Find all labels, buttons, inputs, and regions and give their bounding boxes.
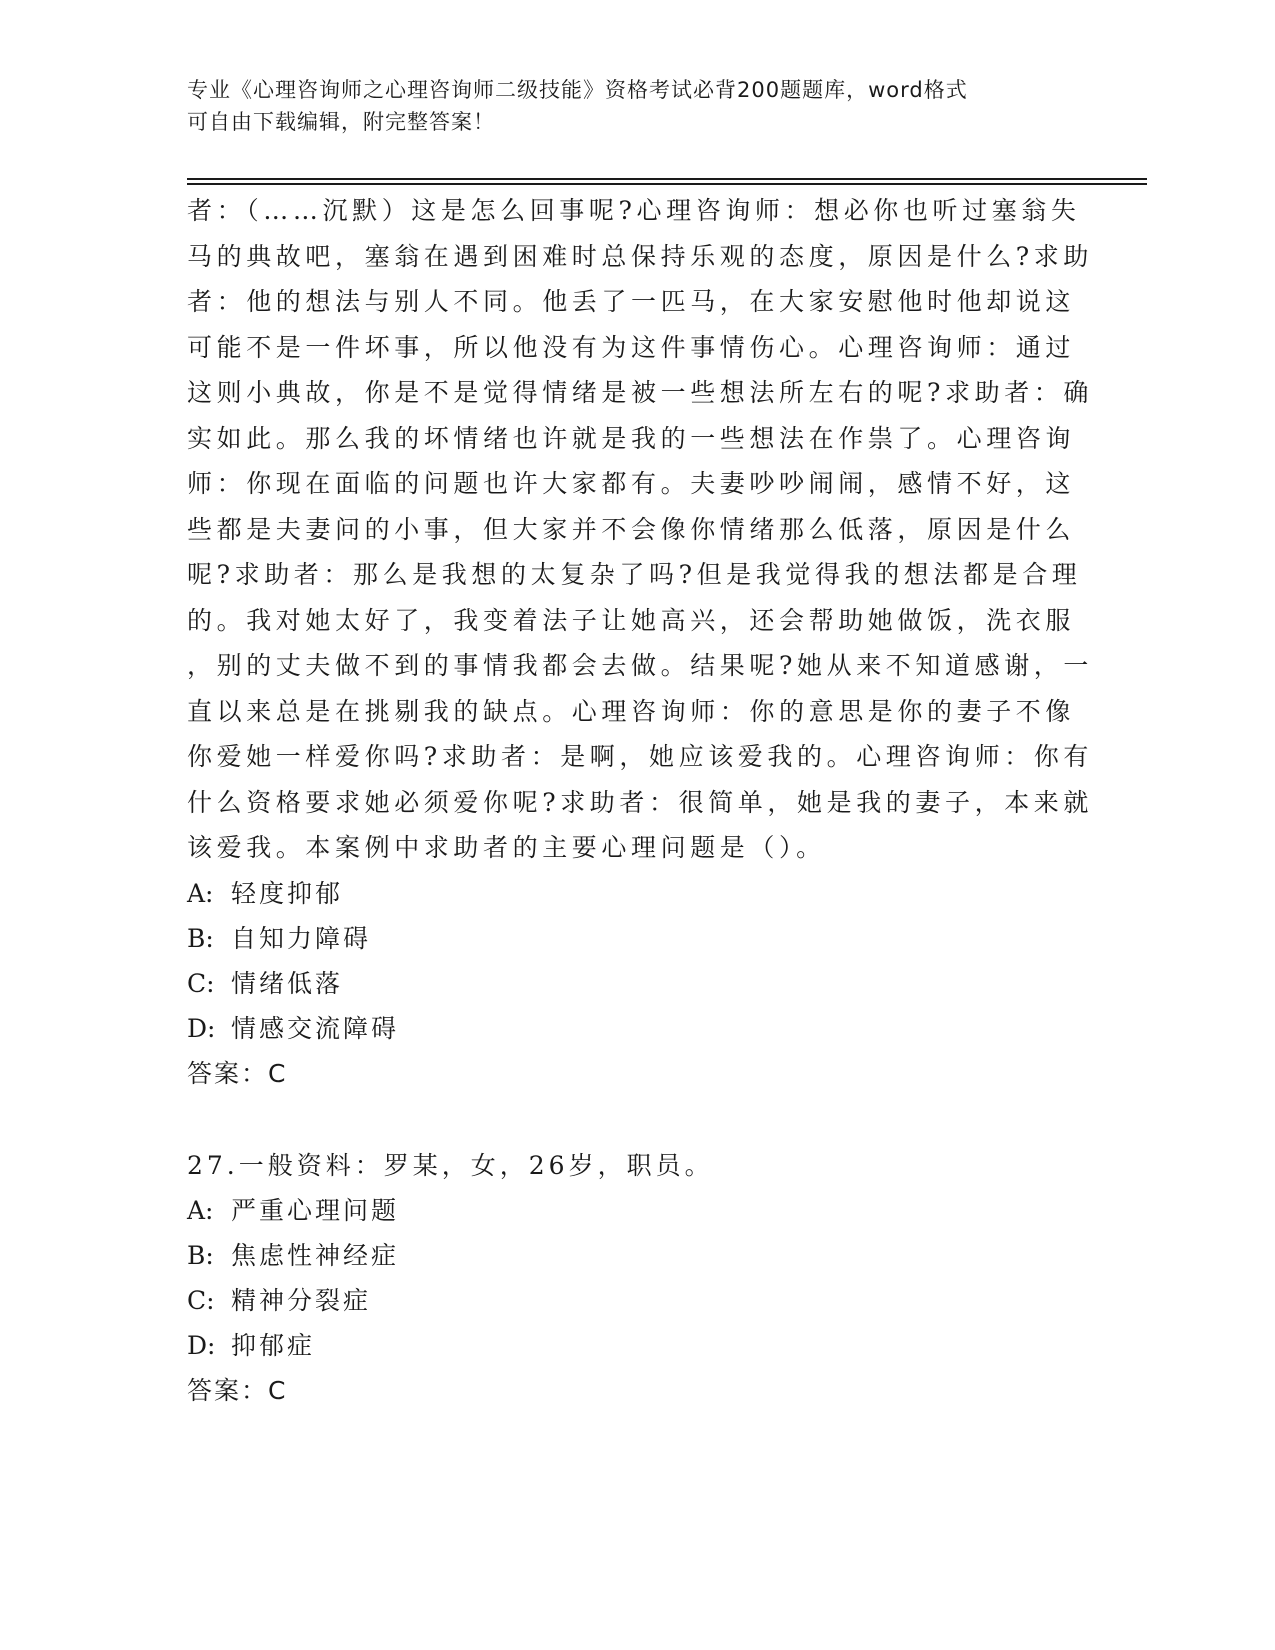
passage-line: 你爱她一样爱你吗?求助者：是啊，她应该爱我的。心理咨询师：你有	[187, 742, 1094, 771]
question-27-option-c	[187, 1278, 1067, 1323]
passage-line: 者：（……沉默）这是怎么回事呢?心理咨询师：想必你也听过塞翁失	[187, 196, 1081, 225]
option-text: 轻度抑郁	[231, 878, 344, 908]
question-27-option-a	[187, 1188, 1067, 1233]
passage-line: 实如此。那么我的坏情绪也许就是我的一些想法在作祟了。心理咨询	[187, 423, 1076, 453]
passage-line: 者：他的想法与别人不同。他丢了一匹马，在大家安慰他时他却说这	[187, 287, 1076, 316]
option-text: 情感交流障碍	[231, 1013, 400, 1043]
header-line-2: 可自由下载编辑，附完整答案！	[187, 110, 495, 134]
question-26-option-d	[187, 1006, 1067, 1051]
document-header	[187, 74, 1087, 138]
passage-line: 什么资格要求她必须爱你呢?求助者：很简单，她是我的妻子，本来就	[187, 787, 1094, 817]
question-27-option-d	[187, 1323, 1067, 1368]
passage-line: ，别的丈夫做不到的事情我都会去做。结果呢?她从来不知道感谢，一	[187, 651, 1094, 680]
question-26-answer: 答案：C	[187, 1058, 288, 1088]
header-divider-bottom	[187, 183, 1147, 185]
option-text: 严重心理问题	[231, 1195, 400, 1225]
question-27-title: 27.一般资料：罗某，女，26岁，职员。	[187, 1150, 714, 1180]
passage-line: 该爱我。本案例中求助者的主要心理问题是（）。	[187, 833, 826, 862]
option-text: 自知力障碍	[231, 923, 372, 953]
option-letter: D:	[187, 1330, 216, 1360]
question-spacer	[187, 1096, 1067, 1143]
passage-line: 可能不是一件坏事，所以他没有为这件事情伤心。心理咨询师：通过	[187, 332, 1076, 362]
passage-line: 师：你现在面临的问题也许大家都有。夫妻吵吵闹闹，感情不好，这	[187, 469, 1076, 498]
option-text: 焦虑性神经症	[231, 1240, 400, 1270]
passage-line: 这则小典故，你是不是觉得情绪是被一些想法所左右的呢?求助者：确	[187, 378, 1094, 407]
question-26-option-a	[187, 871, 1067, 916]
option-letter: B:	[187, 1240, 214, 1270]
option-text: 情绪低落	[231, 968, 344, 998]
passage-line: 的。我对她太好了，我变着法子让她高兴，还会帮助她做饭，洗衣服	[187, 605, 1076, 635]
option-text: 精神分裂症	[231, 1285, 372, 1315]
header-line-1: 专业《心理咨询师之心理咨询师二级技能》资格考试必背200题题库，word格式	[187, 78, 968, 102]
option-letter: C:	[187, 968, 215, 998]
option-letter: A:	[187, 1195, 214, 1225]
question-26-option-b	[187, 916, 1067, 961]
passage-line: 些都是夫妻问的小事，但大家并不会像你情绪那么低落，原因是什么	[187, 514, 1076, 544]
option-letter: A:	[187, 878, 214, 908]
option-letter: C:	[187, 1285, 215, 1315]
question-27-answer: 答案：C	[187, 1375, 288, 1405]
question-26-passage	[187, 188, 1094, 871]
option-letter: B:	[187, 923, 214, 953]
question-26-option-c	[187, 961, 1067, 1006]
option-letter: D:	[187, 1013, 216, 1043]
question-27-option-b	[187, 1233, 1067, 1278]
passage-line: 马的典故吧，塞翁在遇到困难时总保持乐观的态度，原因是什么?求助	[187, 241, 1094, 271]
passage-line: 呢?求助者：那么是我想的太复杂了吗?但是我觉得我的想法都是合理	[187, 560, 1082, 589]
header-divider-top	[187, 178, 1147, 180]
passage-line: 直以来总是在挑剔我的缺点。心理咨询师：你的意思是你的妻子不像	[187, 696, 1076, 726]
main-content	[187, 188, 1094, 1413]
option-text: 抑郁症	[231, 1330, 316, 1360]
